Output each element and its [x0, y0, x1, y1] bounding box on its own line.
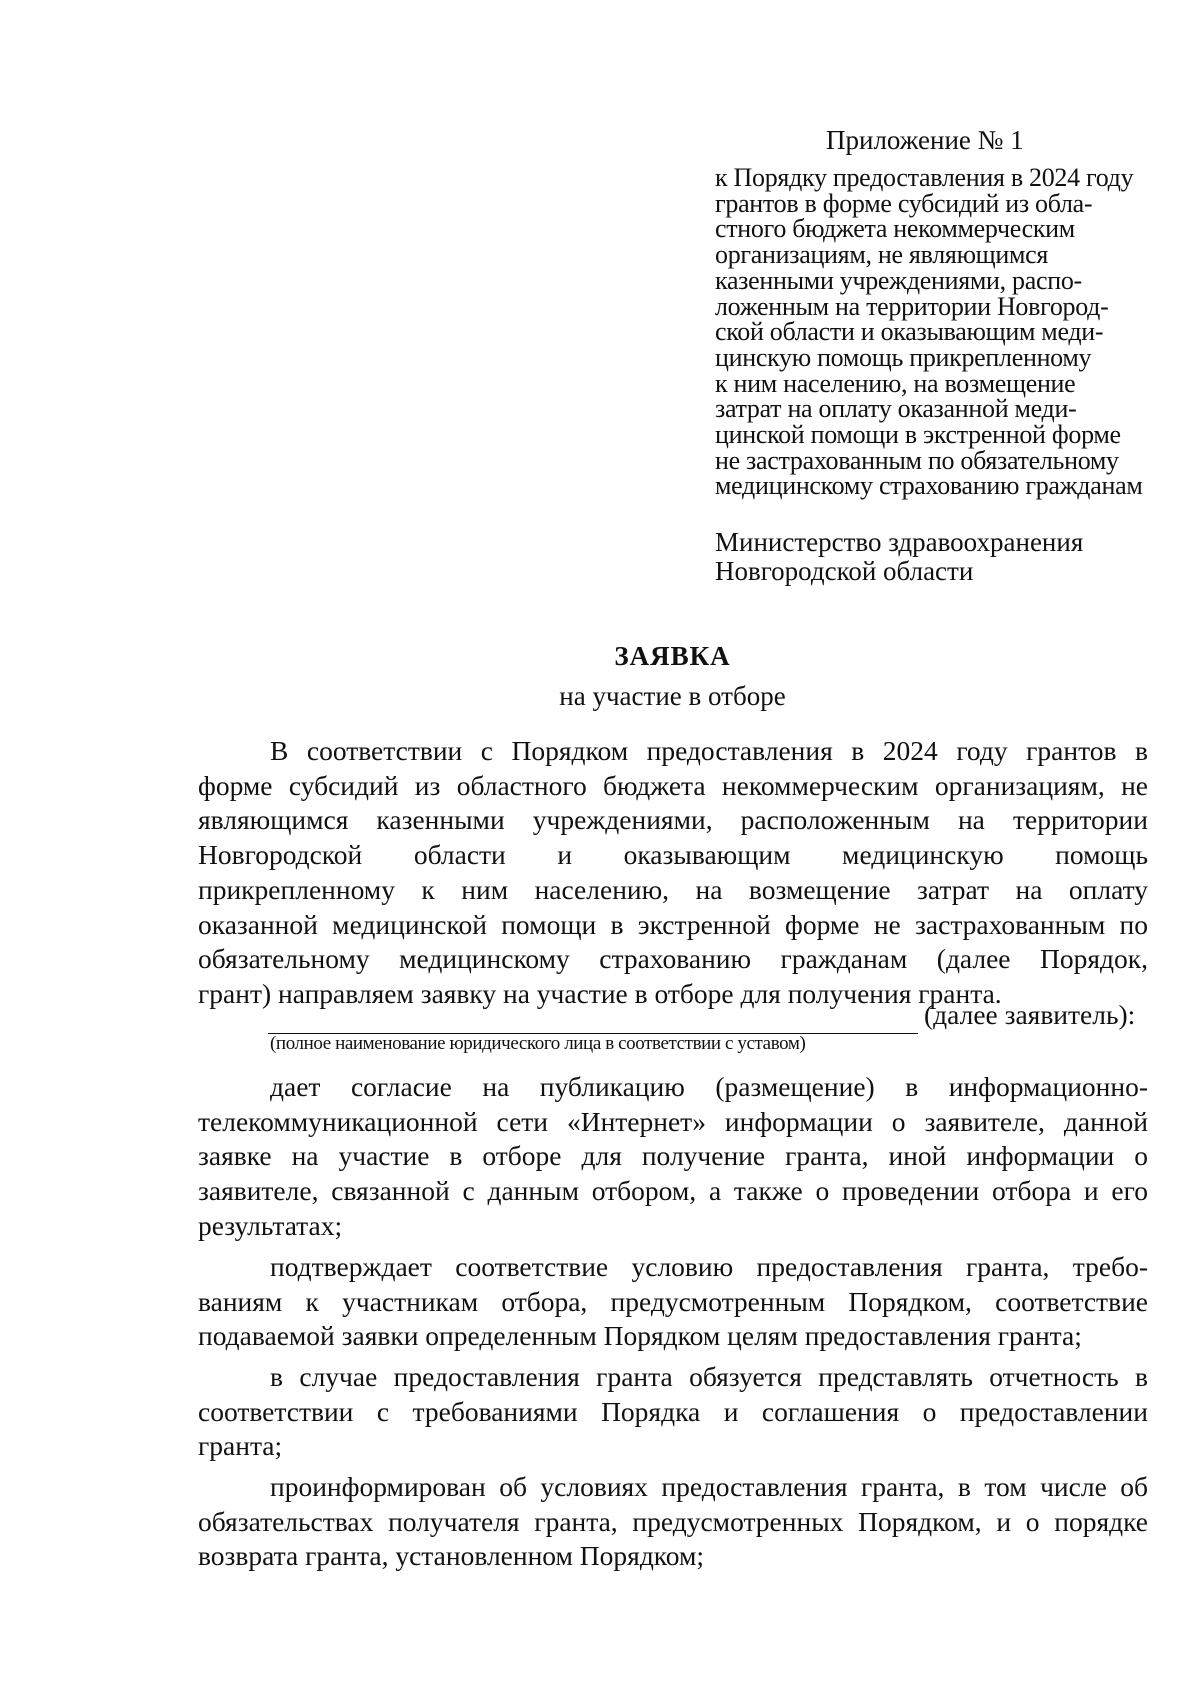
paragraph-line: заявителе, связанной с данным отбором, а также о проведении отбора и его [198, 1175, 1148, 1207]
appendix-description [715, 165, 1155, 499]
appendix-desc-line: цинскую помощь прикрепленному [715, 342, 1092, 372]
appendix-desc-line: грантов в форме субсидий из обла- [715, 188, 1093, 218]
appendix-desc-line: цинской помощи в экстренной форме [715, 420, 1121, 450]
appendix-desc-line: казенными учреждениями, распо- [715, 265, 1082, 295]
paragraph-line: обязательному медицинскому страхованию гражданам (далее Порядок, [198, 943, 1148, 975]
paragraph-line: в случае предоставления гранта обязуется представлять отчетность в [270, 1361, 1148, 1392]
paragraph-line: ваниям к участникам отбора, предусмотренным Порядком, соответствие [198, 1285, 1148, 1317]
appendix-desc-line: организациям, не являющимся [715, 240, 1049, 270]
paragraph-line: В соответствии с Порядком предоставления в 2024 году грантов в [270, 735, 1148, 766]
applicant-name-blank[interactable] [268, 1005, 918, 1034]
paragraph-line: результатах; [198, 1209, 343, 1241]
consent-paragraph [198, 1070, 1148, 1244]
paragraph-line: телекоммуникационной сети «Интернет» информации о заявителе, данной [198, 1105, 1148, 1137]
paragraph-line: форме субсидий из областного бюджета некоммерческим организациям, не [198, 769, 1148, 801]
document-title: ЗАЯВКА [614, 641, 731, 671]
paragraph-line: обязательствах получателя гранта, предусмотренных Порядком, и о порядке [198, 1505, 1148, 1537]
paragraph-line: прикрепленному к ним населению, на возмещение затрат на оплату [198, 873, 1148, 905]
confirm-paragraph [198, 1250, 1148, 1354]
appendix-number: Приложение № 1 [826, 125, 1024, 155]
appendix-desc-line: к Порядку предоставления в 2024 году [715, 163, 1134, 192]
addressee-line: Новгородской области [715, 556, 974, 586]
paragraph-line: являющимся казенными учреждениями, расположенным на территории [198, 804, 1148, 836]
document-subtitle: на участие в отборе [559, 681, 786, 711]
paragraph-line: грант) направляем заявку на участие в отборе для получения гранта. [198, 977, 1002, 1009]
paragraph-line: оказанной медицинской помощи в экстренной форме не застрахованным по [198, 908, 1148, 940]
appendix-desc-line: стного бюджета некоммерческим [715, 214, 1075, 244]
paragraph-line: заявке на участие в отборе для получение гранта, иной информации о [198, 1140, 1148, 1172]
appendix-desc-line: ской области и оказывающим меди- [715, 317, 1104, 347]
paragraph-line: подтверждает соответствие условию предоставления гранта, требо- [270, 1251, 1148, 1282]
applicant-suffix: (далее заявитель): [924, 999, 1136, 1030]
appendix-desc-line: не застрахованным по обязательному [715, 445, 1119, 475]
appendix-desc-line: ложенным на территории Новгород- [715, 291, 1109, 321]
paragraph-line: дает согласие на публикацию (размещение) в информационно- [270, 1071, 1148, 1102]
paragraph-line: подаваемой заявки определенным Порядком целям предоставления гранта; [198, 1320, 1082, 1352]
addressee-line: Министерство здравоохранения [715, 527, 1084, 557]
paragraph-line: соответствии с требованиями Порядка и соглашения о предоставлении [198, 1395, 1148, 1427]
appendix-desc-line: к ним населению, на возмещение [715, 368, 1076, 398]
report-paragraph [198, 1360, 1148, 1464]
applicant-caption: (полное наименование юридического лица в соответствии с уставом) [270, 1033, 806, 1054]
addressee-block [715, 528, 1083, 586]
paragraph-line: проинформирован об условиях предоставления гранта, в том числе об [270, 1471, 1148, 1502]
appendix-desc-line: затрат на оплату оказанной меди- [715, 394, 1077, 424]
paragraph-line: гранта; [198, 1430, 283, 1462]
informed-paragraph [198, 1470, 1148, 1574]
paragraph-line: Новгородской области и оказывающим медицинскую помощь [198, 839, 1148, 871]
appendix-desc-line: медицинскому страхованию гражданам [715, 471, 1143, 501]
intro-paragraph [198, 734, 1148, 1012]
paragraph-line: возврата гранта, установленном Порядком; [198, 1540, 705, 1572]
